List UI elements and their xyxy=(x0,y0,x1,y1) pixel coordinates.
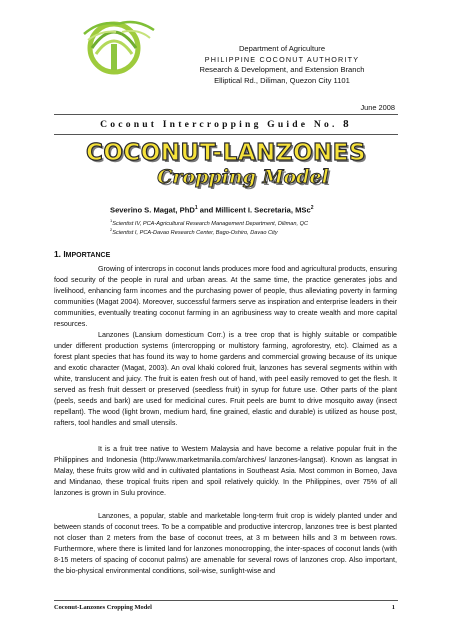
publication-date: June 2008 xyxy=(360,103,395,112)
author-1-sup: 1 xyxy=(194,205,198,211)
author-1: Severino S. Magat, PhD xyxy=(110,205,195,215)
top-rule xyxy=(54,114,398,115)
authors-line xyxy=(110,205,314,215)
bottom-rule xyxy=(54,134,398,135)
section-rest: MPORTANCE xyxy=(65,252,111,259)
section-first-letter: I xyxy=(63,249,66,259)
footer-title: Coconut-Lanzones Cropping Model xyxy=(54,604,152,611)
guide-label: Coconut Intercropping Guide No. xyxy=(100,119,338,130)
affiliation-1-num: 1 xyxy=(110,218,113,223)
affiliation-1-text: Scientist IV, PCA-Agricultural Research Management Department, Diliman, QC xyxy=(112,220,308,227)
section-number: 1. xyxy=(54,249,61,259)
title-sub: Cropping Model xyxy=(157,166,329,188)
authors-and: and xyxy=(197,205,216,215)
paragraph-3: It is a fruit tree native to Western Malaysia and have become a relative popular fruit in the Philippines and Indonesia (http://www.marketmanila.com/archives/ lanzones-langsat). Known as langsat in Malay, these fruits grow wild and in cultivated plantations in Southeast Asia. Most common in Borneo, Java and Mindanao, these tropical fruits ripen and spoil relatively quickly. In the Philippines, over 75% of all lanzones is grown in Sulu province. xyxy=(54,445,397,497)
guide-heading xyxy=(54,118,398,130)
title-main: COCONUT-LANZONES xyxy=(85,140,367,166)
guide-number: 8 xyxy=(343,118,352,130)
affiliation-2 xyxy=(110,227,278,236)
affiliation-2-text: Scientist I, PCA-Davao Research Center, Bago-Oshiro, Davao City xyxy=(112,229,278,236)
author-2-sup: 2 xyxy=(310,205,314,211)
affiliation-2-num: 2 xyxy=(110,227,113,232)
authority-name: PHILIPPINE COCONUT AUTHORITY xyxy=(204,54,360,64)
agency-block xyxy=(152,44,412,86)
section-heading xyxy=(54,249,110,259)
affiliation-1 xyxy=(110,218,308,227)
author-2: Millicent I. Secretaria, MSc xyxy=(215,205,311,215)
paragraph-1: Growing of intercrops in coconut lands produces more food and agricultural products, ensuring food security of the people in rural and urban areas. At the same time, the practice generates jobs and livelihood, enhancing farm incomes and the purchasing power of people, thus alleviating poverty in farming communities (Magat 2004). Moreover, successful farmers serve as inspiration and enterprise leaders in their communities, eventually treating coconut farming in an agribusiness way to create wealth and more capital resources. xyxy=(54,265,397,328)
footer-rule xyxy=(54,600,398,601)
dept-name: Department of Agriculture xyxy=(238,44,326,53)
paragraph-4: Lanzones, a popular, stable and marketable long-term fruit crop is widely planted under and between stands of coconut trees. To be a compatible and productive intercrop, lanzones tree is best planted not closer than 2 meters from the base of coconut trees, at 3 m between hills and 3 m between rows. Furthermore, where there is limited land for lanzones monocropping, the inter-spaces of coconut lands (with 8-15 meters of spacing of coconut palms) are amenable for several rows of lanzones crop. Also important, the bio-physical environmental conditions, soil-wise, sunlight-wise and xyxy=(54,512,397,575)
page-number: 1 xyxy=(391,604,395,611)
branch-name: Research & Development, and Extension Branch xyxy=(199,65,365,74)
agency-address: Elliptical Rd., Diliman, Quezon City 1101 xyxy=(214,75,350,85)
paragraph-2: Lanzones (Lansium domesticum Corr.) is a tree crop that is highly suitable or compatible under different production systems (intercropping or multistory farming, agroforestry, etc). Claimed as a forest plant species that has found its way to home gardens and commercial growing because of its unique and exotic character (Magat, 2003). An oval khaki colored fruit, lanzones has several segments within with white, translucent and juicy. The fruit is eaten fresh out of hand, with peel easily removed to get the flesh. It served as fresh fruit dessert or preserved (seedless fruit) in syrup for future use. Other parts of the plant (peels, seeds and bark) are used for medicinal cures. Fruit peels are burnt to drive mosquito away (insect repellant). The wood (light brown, medium hard, fine grained, elastic and durable) is utilized as house post, rafters, tool handles and small utensils. xyxy=(54,331,397,427)
